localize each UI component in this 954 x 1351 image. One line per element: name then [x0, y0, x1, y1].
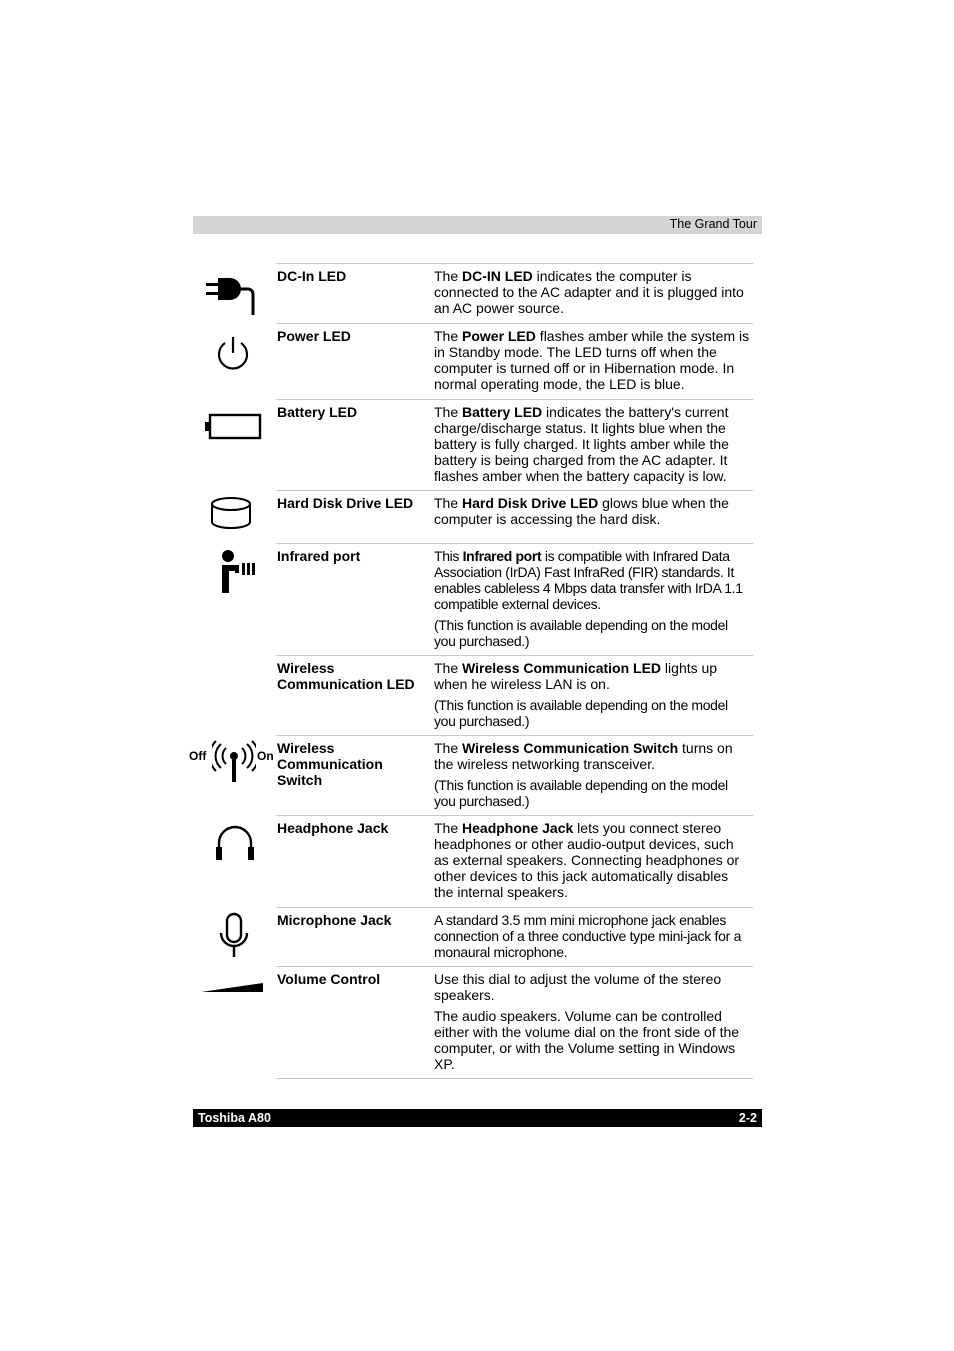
row-term: Wireless Communication LED — [277, 660, 415, 692]
chapter-title: The Grand Tour — [669, 217, 757, 231]
row-description: This Infrared port is compatible with Infrared Data Association (IrDA) Fast InfraRed (FIR) standards. It enables cableless 4 Mbps data transfer with IrDA 1.1 compatible external devices. (This function is available depending on the model you purchased.) — [434, 548, 743, 649]
row-description: The Headphone Jack lets you connect stereo headphones or other audio-output devices, such as external speakers. Connecting headphones or other devices to this jack automatically disables the internal speakers. — [434, 820, 740, 900]
table-row — [276, 816, 753, 908]
row-description: A standard 3.5 mm mini microphone jack enables connection of a three conductive type mini-jack for a monaural microphone. — [434, 912, 742, 960]
dc-in-icon — [204, 270, 258, 316]
battery-icon — [204, 413, 262, 441]
table-row — [276, 544, 753, 656]
row-term: Infrared port — [277, 548, 361, 564]
table-row — [276, 264, 753, 324]
row-term: Battery LED — [277, 404, 358, 420]
indicator-table — [276, 263, 753, 1079]
page-number: 2-2 — [738, 1111, 757, 1125]
table-row — [276, 736, 753, 816]
model-name: Toshiba A80 — [198, 1111, 271, 1125]
table-row — [276, 656, 753, 736]
table-row — [276, 324, 753, 400]
row-description: The Wireless Communication Switch turns on the wireless networking transceiver. (This function is available depending on the model you purchased.) — [434, 740, 733, 809]
running-footer — [193, 1109, 762, 1127]
running-header — [193, 216, 762, 234]
switch-off-label: Off — [189, 749, 207, 763]
row-term: Wireless Communication Switch — [277, 740, 383, 788]
row-description: The Wireless Communication LED lights up when he wireless LAN is on. (This function is available depending on the model you purchased.) — [434, 660, 728, 729]
volume-icon — [201, 980, 264, 994]
infrared-icon — [219, 548, 257, 596]
hard-disk-icon — [208, 496, 254, 532]
wireless-switch-icon — [212, 740, 256, 784]
table-row — [276, 967, 753, 1079]
row-description: The Battery LED indicates the battery's current charge/discharge status. It lights blue when the battery is fully charged. It lights amber while the battery is being charged from the AC adapter. It flashes amber when the battery capacity is low. — [434, 404, 729, 484]
headphone-icon — [214, 824, 256, 862]
table-row — [276, 400, 753, 491]
table-row — [276, 491, 753, 544]
row-description: The DC-IN LED indicates the computer is connected to the AC adapter and it is plugged into an AC power source. — [434, 268, 744, 316]
row-term: Volume Control — [277, 971, 381, 987]
row-term: Headphone Jack — [277, 820, 389, 836]
power-icon — [214, 334, 252, 372]
switch-on-label: On — [257, 749, 274, 763]
table-row — [276, 908, 753, 967]
row-term: Power LED — [277, 328, 351, 344]
row-term: Hard Disk Drive LED — [277, 495, 414, 511]
microphone-icon — [218, 912, 250, 960]
row-description: Use this dial to adjust the volume of the stereo speakers. The audio speakers. Volume can be controlled either with the volume dial on the front side of the computer, or with the Volume setting in Windows XP. — [434, 971, 740, 1072]
row-term: Microphone Jack — [277, 912, 392, 928]
row-description: The Power LED flashes amber while the system is in Standby mode. The LED turns off when the computer is turned off or in Hibernation mode. In normal operating mode, the LED is blue. — [434, 328, 750, 392]
row-description: The Hard Disk Drive LED glows blue when the computer is accessing the hard disk. — [434, 495, 729, 527]
row-term: DC-In LED — [277, 268, 347, 284]
